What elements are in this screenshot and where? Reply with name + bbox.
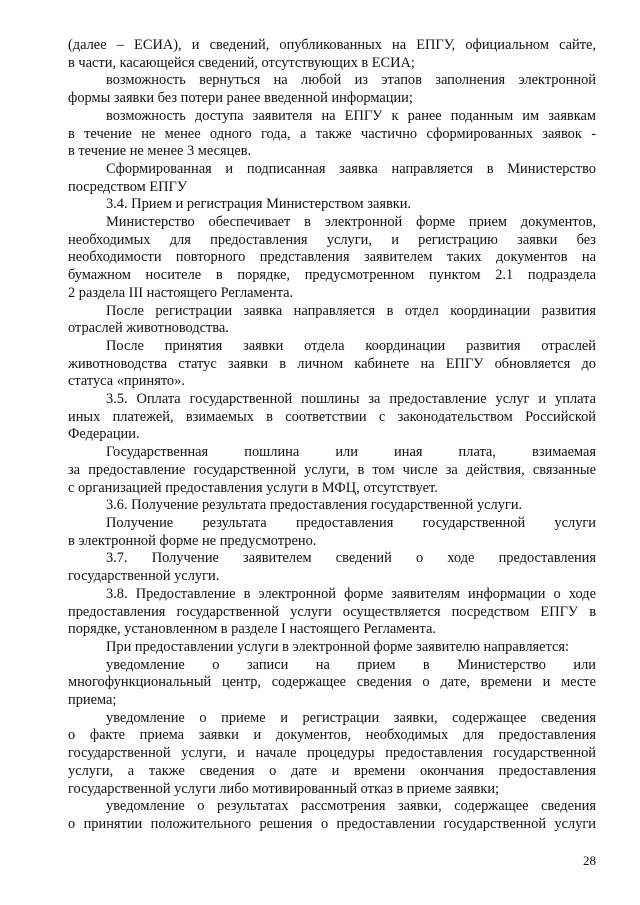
text-line: 2 раздела III настоящего Регламента. bbox=[68, 284, 294, 301]
section-heading-3-4 bbox=[68, 196, 596, 214]
text-line: При предоставлении услуги в электронной форме заявителю направляется: bbox=[106, 638, 569, 655]
paragraph-esia-continuation bbox=[68, 37, 596, 72]
section-heading-3-6 bbox=[68, 497, 596, 515]
text-line: приема; bbox=[68, 692, 117, 709]
paragraph-ministry-reception bbox=[68, 214, 596, 303]
text-line: Сформированная и подписанная заявка направляется в Министерство bbox=[106, 160, 596, 177]
text-line: услуги, а также сведения о дате и времени окончания предоставления bbox=[68, 762, 596, 779]
paragraph-access-to-requests bbox=[68, 108, 596, 161]
text-line: о факте приема заявки и документов, необходимых для предоставления bbox=[68, 727, 596, 744]
text-line: иных платежей, взимаемых в соответствии с законодательством Российской bbox=[68, 408, 596, 425]
paragraph-return-to-step bbox=[68, 72, 596, 107]
text-line: уведомление о записи на прием в Министерство или bbox=[106, 656, 596, 673]
paragraph-notifications-intro bbox=[68, 639, 596, 657]
text-line: о принятии положительного решения о предоставлении государственной услуги bbox=[68, 815, 596, 832]
text-line: 3.5. Оплата государственной пошлины за предоставление услуг и уплата bbox=[106, 391, 596, 408]
text-line: (далее – ЕСИА), и сведений, опубликованных на ЕПГУ, официальном сайте, bbox=[68, 37, 596, 53]
text-line: 3.8. Предоставление в электронной форме заявителям информации о ходе bbox=[106, 585, 596, 602]
text-line: за предоставление государственной услуги, в том числе за действия, связанные bbox=[68, 461, 596, 478]
text-line: Государственная пошлина или иная плата, взимаемая bbox=[106, 444, 596, 461]
text-line: в течение не менее одного года, а также частично сформированных заявок - bbox=[68, 125, 596, 142]
paragraph-results-notice bbox=[68, 798, 596, 833]
text-line: бумажном носителе в порядке, предусмотренном пунктом 2.1 подраздела bbox=[68, 267, 596, 284]
section-heading-3-7 bbox=[68, 550, 596, 585]
text-line: возможность вернуться на любой из этапов заполнения электронной bbox=[106, 72, 596, 89]
text-line: государственной услуги либо мотивированный отказ в приеме заявки; bbox=[68, 780, 500, 797]
section-heading-3-5 bbox=[68, 391, 596, 444]
text-line: в течение не менее 3 месяцев. bbox=[68, 143, 252, 160]
text-line: животноводства статус заявки в личном кабинете на ЕПГУ обновляется до bbox=[68, 355, 596, 372]
text-line: 3.7. Получение заявителем сведений о ходе предоставления bbox=[106, 550, 596, 567]
text-line: После регистрации заявка направляется в отдел координации развития bbox=[106, 302, 596, 319]
paragraph-result-receipt bbox=[68, 515, 596, 550]
paragraph-signed-request bbox=[68, 161, 596, 196]
text-line: Получение результата предоставления государственной услуги bbox=[106, 514, 596, 531]
paragraph-registration-notice bbox=[68, 710, 596, 799]
text-line: порядке, установленном в разделе I настоящего Регламента. bbox=[68, 621, 436, 638]
text-line: 3.4. Прием и регистрация Министерством заявки. bbox=[106, 196, 412, 213]
section-heading-3-8 bbox=[68, 586, 596, 639]
paragraph-appointment-notice bbox=[68, 657, 596, 710]
text-line: многофункциональный центр, содержащее сведения о дате, времени и месте bbox=[68, 674, 596, 691]
text-line: государственной услуги. bbox=[68, 568, 220, 585]
page-number: 28 bbox=[583, 853, 596, 868]
text-line: статуса «принято». bbox=[68, 373, 185, 390]
text-line: в части, касающейся сведений, отсутствующих в ЕСИА; bbox=[68, 54, 415, 71]
document-body bbox=[68, 37, 596, 834]
paragraph-status-accepted bbox=[68, 338, 596, 391]
text-line: в электронной форме не предусмотрено. bbox=[68, 532, 317, 549]
text-line: необходимых для предоставления услуги, и регистрацию заявки без bbox=[68, 231, 596, 248]
text-line: посредством ЕПГУ bbox=[68, 178, 188, 195]
text-line: формы заявки без потери ранее введенной информации; bbox=[68, 90, 413, 107]
text-line: 3.6. Получение результата предоставления государственной услуги. bbox=[106, 497, 523, 514]
text-line: предоставления государственной услуги осуществляется посредством ЕПГУ в bbox=[68, 603, 596, 620]
text-line: государственной услуги, и начале процедуры предоставления государственной bbox=[68, 745, 596, 762]
text-line: Министерство обеспечивает в электронной форме прием документов, bbox=[106, 214, 596, 231]
text-line: отраслей животноводства. bbox=[68, 320, 229, 337]
text-line: с организацией предоставления услуги в МФЦ, отсутствует. bbox=[68, 479, 438, 496]
text-line: Федерации. bbox=[68, 426, 140, 443]
text-line: уведомление о приеме и регистрации заявки, содержащее сведения bbox=[106, 709, 596, 726]
text-line: возможность доступа заявителя на ЕПГУ к ранее поданным им заявкам bbox=[106, 107, 596, 124]
paragraph-after-registration bbox=[68, 303, 596, 338]
paragraph-state-fee bbox=[68, 444, 596, 497]
text-line: необходимости повторного представления заявителем таких документов на bbox=[68, 249, 596, 266]
text-line: уведомление о результатах рассмотрения заявки, содержащее сведения bbox=[106, 798, 596, 815]
text-line: После принятия заявки отдела координации развития отраслей bbox=[106, 337, 596, 354]
